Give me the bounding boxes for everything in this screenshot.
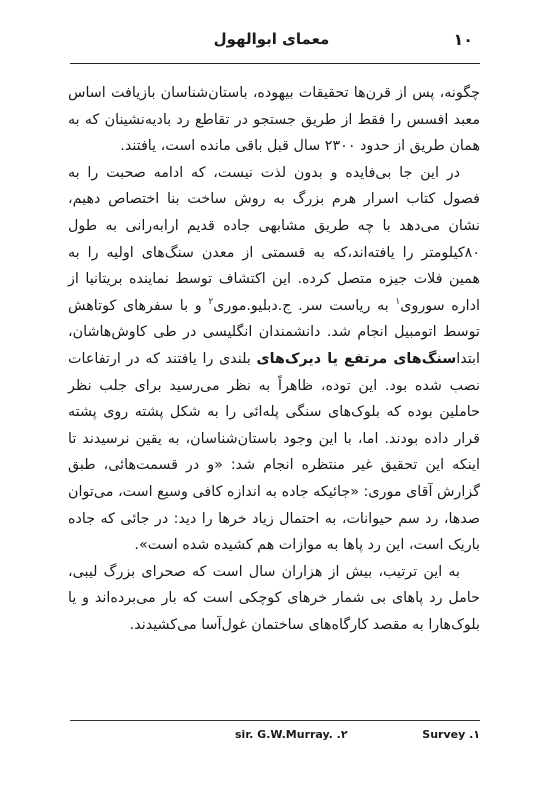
paragraph-1: چگونه، پس از قرن‌ها تحقیقات بیهوده، باستان‌شناسان بازیافت اساس معبد افسس را فقط از طریق جستجو در تقاطع رد بادیه‌نشینان که به همان طریق از حدود ۲۳۰۰ سال قبل باقی مانده است، یافتند. — [68, 85, 480, 155]
running-title: معمای ابوالهول — [213, 30, 330, 48]
footnote-2: sir. G.W.Murray. .۲ — [235, 728, 348, 741]
paragraph-2-part-a: در این جا بی‌فایده و بدون لذت نیست، که ادامه صحبت را به فصول کتاب اسرار هرم بزرگ به روش ساخت بنا اختصاص دهیم، نشان می‌دهد با چه طریق مشابهی جاده قدیم ارابه‌رانی به طول ۸۰کیلومتر را یافته‌اند،که به قسمتی از معدن سنگ‌های اولیه را به همین فلات جیزه متصل کرده. این اکتشاف توسط نماینده بریتانیا از اداره سوروی — [68, 164, 480, 314]
paragraph-2-part-b: به ریاست سر. ج.دبلیو.موری — [213, 297, 396, 314]
paragraph-3: به این ترتیب، بیش از هزاران سال است که صحرای بزرگ لیبی، حامل رد پاهای بی شمار خرهای کوچکی است که بار می‌برده‌اند و یا بلوک‌هارا به مقصد کارگاه‌های ساختمان غول‌آسا می‌کشیدند. — [68, 563, 480, 633]
paragraph-2 — [68, 160, 480, 559]
paragraph-2-part-c: و با سفرهای کوتاهش توسط اتومبیل انجام شد. دانشمندان انگلیسی در طی کاوش‌هاشان، ابتدا — [68, 297, 480, 367]
header-divider — [70, 63, 480, 64]
page-header — [70, 28, 473, 56]
footnotes — [70, 728, 480, 748]
paragraph-2-part-d: بلندی را یافتند که در ارتفاعات نصب شده بود. این توده، ظاهراً به نظر می‌رسید برای جلب نظر حاملین بوده که بلوک‌های سنگی پله‌ائی را به شکل پشته روی پشته قرار داده بودند. اما، با این وجود باستان‌شناسان، به یقین نرسیدند تا اینکه این تحقیق غیر منتظره انجام شد: «و در قسمت‌هائی، طبق گزارش آقای موری: «جائیکه جاده به اندازه کافی وسیع است، می‌توان صدها، رد سم حیوانات، به احتمال زیاد خرها را دید: در جائی که جاده باریک است، این رد پاها به موازات هم کشیده شده است». — [68, 350, 480, 554]
footnote-marker-2: ۲ — [208, 296, 214, 307]
footnote-1: Survey .۱ — [422, 728, 480, 741]
paragraph-2-bold-phrase: سنگ‌های مرتفع یا دیرک‌های — [256, 350, 457, 367]
footnote-marker-1: ۱ — [395, 296, 401, 307]
main-text — [68, 80, 480, 638]
footnote-divider — [70, 720, 480, 721]
page-number: ۱۰ — [453, 30, 473, 49]
